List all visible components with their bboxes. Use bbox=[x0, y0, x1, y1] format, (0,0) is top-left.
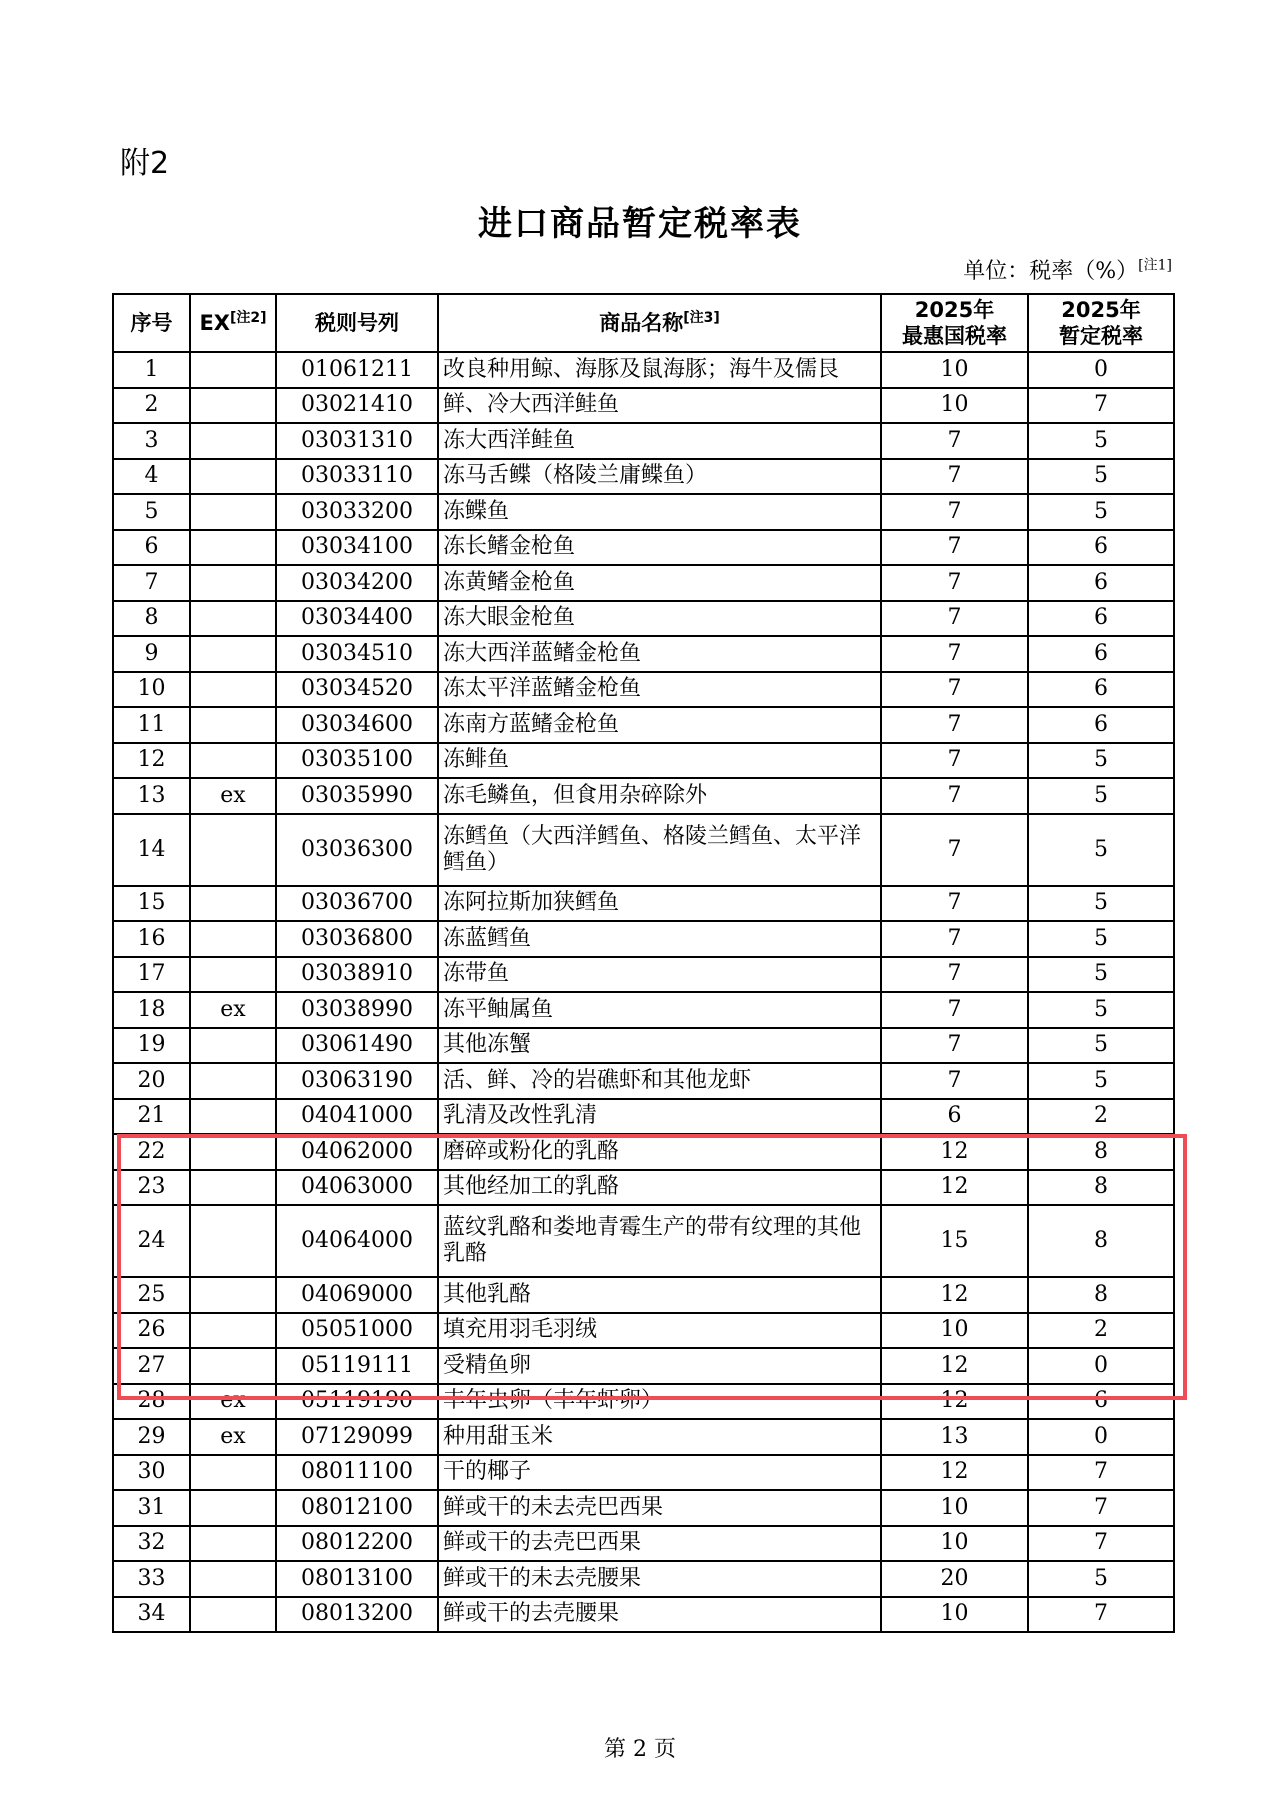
cell-seq: 18 bbox=[113, 992, 190, 1028]
cell-prov: 6 bbox=[1028, 565, 1174, 601]
cell-prov: 8 bbox=[1028, 1205, 1174, 1277]
cell-code: 03034600 bbox=[276, 707, 438, 743]
cell-name: 冻鲽鱼 bbox=[438, 494, 881, 530]
cell-mfn: 7 bbox=[881, 778, 1028, 814]
cell-name: 鲜或干的去壳巴西果 bbox=[438, 1526, 881, 1562]
cell-code: 04062000 bbox=[276, 1134, 438, 1170]
cell-seq: 34 bbox=[113, 1597, 190, 1633]
cell-ex bbox=[190, 1028, 276, 1064]
cell-prov: 5 bbox=[1028, 886, 1174, 922]
cell-mfn: 7 bbox=[881, 992, 1028, 1028]
cell-name: 冻南方蓝鳍金枪鱼 bbox=[438, 707, 881, 743]
cell-ex bbox=[190, 1134, 276, 1170]
cell-prov: 6 bbox=[1028, 530, 1174, 566]
cell-prov: 0 bbox=[1028, 1348, 1174, 1384]
cell-ex bbox=[190, 636, 276, 672]
table-row bbox=[113, 1028, 1174, 1064]
cell-mfn: 7 bbox=[881, 921, 1028, 957]
cell-code: 01061211 bbox=[276, 352, 438, 388]
cell-ex bbox=[190, 1099, 276, 1135]
cell-ex: ex bbox=[190, 778, 276, 814]
cell-seq: 30 bbox=[113, 1455, 190, 1491]
cell-ex bbox=[190, 886, 276, 922]
cell-seq: 20 bbox=[113, 1063, 190, 1099]
table-row bbox=[113, 957, 1174, 993]
header-name-label: 商品名称 bbox=[599, 311, 684, 335]
cell-code: 08012200 bbox=[276, 1526, 438, 1562]
cell-mfn: 7 bbox=[881, 459, 1028, 495]
cell-seq: 2 bbox=[113, 388, 190, 424]
cell-seq: 29 bbox=[113, 1419, 190, 1455]
cell-ex bbox=[190, 388, 276, 424]
cell-prov: 7 bbox=[1028, 1597, 1174, 1633]
cell-mfn: 7 bbox=[881, 743, 1028, 779]
page-number: 第 2 页 bbox=[604, 1737, 676, 1762]
header-row bbox=[113, 294, 1174, 352]
cell-ex: ex bbox=[190, 992, 276, 1028]
cell-prov: 6 bbox=[1028, 601, 1174, 637]
cell-name: 种用甜玉米 bbox=[438, 1419, 881, 1455]
cell-name: 干的椰子 bbox=[438, 1455, 881, 1491]
cell-mfn: 6 bbox=[881, 1099, 1028, 1135]
cell-mfn: 10 bbox=[881, 388, 1028, 424]
cell-prov: 8 bbox=[1028, 1170, 1174, 1206]
cell-seq: 31 bbox=[113, 1490, 190, 1526]
cell-seq: 22 bbox=[113, 1134, 190, 1170]
cell-name: 鲜或干的未去壳巴西果 bbox=[438, 1490, 881, 1526]
table-row bbox=[113, 1313, 1174, 1349]
cell-seq: 9 bbox=[113, 636, 190, 672]
cell-code: 03038910 bbox=[276, 957, 438, 993]
cell-prov: 6 bbox=[1028, 672, 1174, 708]
cell-mfn: 10 bbox=[881, 1313, 1028, 1349]
cell-mfn: 15 bbox=[881, 1205, 1028, 1277]
cell-code: 03034200 bbox=[276, 565, 438, 601]
cell-ex bbox=[190, 957, 276, 993]
cell-mfn: 10 bbox=[881, 1526, 1028, 1562]
cell-prov: 6 bbox=[1028, 1384, 1174, 1420]
cell-code: 03036300 bbox=[276, 814, 438, 886]
cell-code: 03034510 bbox=[276, 636, 438, 672]
cell-seq: 26 bbox=[113, 1313, 190, 1349]
cell-mfn: 13 bbox=[881, 1419, 1028, 1455]
cell-code: 08012100 bbox=[276, 1490, 438, 1526]
cell-seq: 17 bbox=[113, 957, 190, 993]
cell-code: 03033110 bbox=[276, 459, 438, 495]
cell-name: 受精鱼卵 bbox=[438, 1348, 881, 1384]
table-row bbox=[113, 992, 1174, 1028]
table-row bbox=[113, 352, 1174, 388]
cell-code: 03033200 bbox=[276, 494, 438, 530]
cell-mfn: 7 bbox=[881, 672, 1028, 708]
table-row bbox=[113, 1455, 1174, 1491]
cell-name: 丰年虫卵（丰年虾卵） bbox=[438, 1384, 881, 1420]
cell-mfn: 10 bbox=[881, 1597, 1028, 1633]
cell-ex bbox=[190, 1313, 276, 1349]
cell-ex bbox=[190, 565, 276, 601]
table-row bbox=[113, 388, 1174, 424]
cell-name: 鲜或干的未去壳腰果 bbox=[438, 1561, 881, 1597]
unit-note bbox=[963, 254, 1172, 285]
cell-code: 04069000 bbox=[276, 1277, 438, 1313]
cell-prov: 8 bbox=[1028, 1277, 1174, 1313]
cell-mfn: 7 bbox=[881, 636, 1028, 672]
cell-name: 冻鲱鱼 bbox=[438, 743, 881, 779]
table-row bbox=[113, 1170, 1174, 1206]
cell-name: 冻大西洋蓝鳍金枪鱼 bbox=[438, 636, 881, 672]
cell-code: 03031310 bbox=[276, 423, 438, 459]
cell-ex bbox=[190, 814, 276, 886]
cell-mfn: 12 bbox=[881, 1134, 1028, 1170]
cell-mfn: 7 bbox=[881, 886, 1028, 922]
cell-name: 冻带鱼 bbox=[438, 957, 881, 993]
cell-code: 03063190 bbox=[276, 1063, 438, 1099]
cell-seq: 1 bbox=[113, 352, 190, 388]
cell-seq: 32 bbox=[113, 1526, 190, 1562]
table-row bbox=[113, 1134, 1174, 1170]
cell-seq: 6 bbox=[113, 530, 190, 566]
cell-ex bbox=[190, 1455, 276, 1491]
cell-mfn: 7 bbox=[881, 1028, 1028, 1064]
cell-seq: 5 bbox=[113, 494, 190, 530]
cell-code: 03034400 bbox=[276, 601, 438, 637]
cell-seq: 3 bbox=[113, 423, 190, 459]
cell-name: 冻毛鳞鱼，但食用杂碎除外 bbox=[438, 778, 881, 814]
cell-seq: 23 bbox=[113, 1170, 190, 1206]
cell-mfn: 12 bbox=[881, 1170, 1028, 1206]
cell-name: 其他经加工的乳酪 bbox=[438, 1170, 881, 1206]
table-row bbox=[113, 1205, 1174, 1277]
cell-name: 磨碎或粉化的乳酪 bbox=[438, 1134, 881, 1170]
header-ex-label: EX bbox=[199, 311, 230, 335]
cell-prov: 6 bbox=[1028, 636, 1174, 672]
cell-ex bbox=[190, 707, 276, 743]
cell-mfn: 7 bbox=[881, 530, 1028, 566]
cell-ex bbox=[190, 743, 276, 779]
cell-seq: 12 bbox=[113, 743, 190, 779]
cell-seq: 11 bbox=[113, 707, 190, 743]
cell-code: 08011100 bbox=[276, 1455, 438, 1491]
cell-seq: 15 bbox=[113, 886, 190, 922]
table-body bbox=[113, 352, 1174, 1632]
cell-ex bbox=[190, 1170, 276, 1206]
unit-text: 单位：税率（%） bbox=[963, 259, 1139, 284]
table-row bbox=[113, 1348, 1174, 1384]
cell-ex bbox=[190, 1063, 276, 1099]
cell-name: 冻黄鳍金枪鱼 bbox=[438, 565, 881, 601]
header-prov-label: 暂定税率 bbox=[1059, 324, 1143, 348]
cell-code: 03034100 bbox=[276, 530, 438, 566]
cell-name: 冻平鲉属鱼 bbox=[438, 992, 881, 1028]
header-name bbox=[438, 294, 881, 352]
header-mfn bbox=[881, 294, 1028, 352]
cell-mfn: 7 bbox=[881, 814, 1028, 886]
cell-ex bbox=[190, 1597, 276, 1633]
unit-footnote: [注1] bbox=[1138, 257, 1172, 274]
cell-seq: 21 bbox=[113, 1099, 190, 1135]
annex-label: 附2 bbox=[120, 146, 170, 181]
cell-prov: 5 bbox=[1028, 1561, 1174, 1597]
table-row bbox=[113, 814, 1174, 886]
table-row bbox=[113, 459, 1174, 495]
table-row bbox=[113, 1277, 1174, 1313]
cell-seq: 10 bbox=[113, 672, 190, 708]
header-ex bbox=[190, 294, 276, 352]
cell-prov: 7 bbox=[1028, 388, 1174, 424]
cell-prov: 7 bbox=[1028, 1490, 1174, 1526]
cell-name: 冻大眼金枪鱼 bbox=[438, 601, 881, 637]
cell-mfn: 7 bbox=[881, 957, 1028, 993]
cell-ex bbox=[190, 459, 276, 495]
cell-code: 04064000 bbox=[276, 1205, 438, 1277]
cell-ex bbox=[190, 1526, 276, 1562]
table-row bbox=[113, 530, 1174, 566]
table-row bbox=[113, 743, 1174, 779]
cell-prov: 5 bbox=[1028, 778, 1174, 814]
table-row bbox=[113, 601, 1174, 637]
cell-name: 冻蓝鳕鱼 bbox=[438, 921, 881, 957]
cell-ex bbox=[190, 1205, 276, 1277]
table-row bbox=[113, 636, 1174, 672]
cell-ex bbox=[190, 672, 276, 708]
table-row bbox=[113, 707, 1174, 743]
cell-name: 其他冻蟹 bbox=[438, 1028, 881, 1064]
cell-prov: 0 bbox=[1028, 352, 1174, 388]
cell-seq: 7 bbox=[113, 565, 190, 601]
cell-name: 活、鲜、冷的岩礁虾和其他龙虾 bbox=[438, 1063, 881, 1099]
cell-prov: 6 bbox=[1028, 707, 1174, 743]
cell-ex bbox=[190, 1277, 276, 1313]
cell-code: 03035100 bbox=[276, 743, 438, 779]
tariff-table bbox=[112, 293, 1175, 1633]
cell-mfn: 7 bbox=[881, 707, 1028, 743]
cell-prov: 5 bbox=[1028, 423, 1174, 459]
header-seq: 序号 bbox=[113, 294, 190, 352]
cell-code: 03061490 bbox=[276, 1028, 438, 1064]
page-title: 进口商品暂定税率表 bbox=[478, 204, 802, 244]
cell-prov: 5 bbox=[1028, 459, 1174, 495]
header-prov bbox=[1028, 294, 1174, 352]
cell-prov: 5 bbox=[1028, 992, 1174, 1028]
cell-seq: 16 bbox=[113, 921, 190, 957]
cell-mfn: 7 bbox=[881, 601, 1028, 637]
table-row bbox=[113, 672, 1174, 708]
cell-prov: 5 bbox=[1028, 957, 1174, 993]
cell-code: 07129099 bbox=[276, 1419, 438, 1455]
cell-code: 03036700 bbox=[276, 886, 438, 922]
cell-ex bbox=[190, 1348, 276, 1384]
cell-code: 05051000 bbox=[276, 1313, 438, 1349]
cell-code: 05119190 bbox=[276, 1384, 438, 1420]
header-mfn-label: 最惠国税率 bbox=[902, 324, 1007, 348]
header-prov-year: 2025年 bbox=[1061, 298, 1141, 322]
cell-prov: 5 bbox=[1028, 1063, 1174, 1099]
cell-ex bbox=[190, 530, 276, 566]
cell-name: 其他乳酪 bbox=[438, 1277, 881, 1313]
cell-mfn: 12 bbox=[881, 1455, 1028, 1491]
cell-mfn: 7 bbox=[881, 565, 1028, 601]
cell-prov: 7 bbox=[1028, 1455, 1174, 1491]
header-ex-footnote: [注2] bbox=[230, 310, 267, 326]
table-row bbox=[113, 1526, 1174, 1562]
header-code: 税则号列 bbox=[276, 294, 438, 352]
cell-code: 04041000 bbox=[276, 1099, 438, 1135]
cell-mfn: 7 bbox=[881, 423, 1028, 459]
cell-name: 鲜或干的去壳腰果 bbox=[438, 1597, 881, 1633]
cell-ex: ex bbox=[190, 1419, 276, 1455]
cell-name: 冻马舌鲽（格陵兰庸鲽鱼） bbox=[438, 459, 881, 495]
cell-code: 03036800 bbox=[276, 921, 438, 957]
cell-prov: 5 bbox=[1028, 743, 1174, 779]
cell-mfn: 7 bbox=[881, 1063, 1028, 1099]
cell-name: 冻阿拉斯加狭鳕鱼 bbox=[438, 886, 881, 922]
cell-code: 03034520 bbox=[276, 672, 438, 708]
cell-prov: 5 bbox=[1028, 494, 1174, 530]
cell-seq: 14 bbox=[113, 814, 190, 886]
cell-name: 冻大西洋鲑鱼 bbox=[438, 423, 881, 459]
cell-ex bbox=[190, 921, 276, 957]
table-row bbox=[113, 886, 1174, 922]
table-row bbox=[113, 1063, 1174, 1099]
cell-ex bbox=[190, 423, 276, 459]
cell-prov: 5 bbox=[1028, 1028, 1174, 1064]
cell-seq: 8 bbox=[113, 601, 190, 637]
table-row bbox=[113, 1490, 1174, 1526]
cell-ex bbox=[190, 494, 276, 530]
cell-seq: 24 bbox=[113, 1205, 190, 1277]
cell-name: 冻太平洋蓝鳍金枪鱼 bbox=[438, 672, 881, 708]
table-row bbox=[113, 565, 1174, 601]
cell-mfn: 12 bbox=[881, 1348, 1028, 1384]
cell-code: 08013100 bbox=[276, 1561, 438, 1597]
table-row bbox=[113, 921, 1174, 957]
cell-prov: 5 bbox=[1028, 814, 1174, 886]
cell-seq: 19 bbox=[113, 1028, 190, 1064]
cell-prov: 5 bbox=[1028, 921, 1174, 957]
cell-code: 03038990 bbox=[276, 992, 438, 1028]
cell-ex bbox=[190, 601, 276, 637]
table-row bbox=[113, 1419, 1174, 1455]
cell-prov: 7 bbox=[1028, 1526, 1174, 1562]
cell-name: 冻鳕鱼（大西洋鳕鱼、格陵兰鳕鱼、太平洋鳕鱼） bbox=[438, 814, 881, 886]
table-row bbox=[113, 423, 1174, 459]
cell-ex bbox=[190, 1561, 276, 1597]
cell-code: 08013200 bbox=[276, 1597, 438, 1633]
header-mfn-year: 2025年 bbox=[914, 298, 995, 322]
cell-seq: 33 bbox=[113, 1561, 190, 1597]
cell-name: 鲜、冷大西洋鲑鱼 bbox=[438, 388, 881, 424]
cell-seq: 4 bbox=[113, 459, 190, 495]
table-row bbox=[113, 1099, 1174, 1135]
table-row bbox=[113, 1384, 1174, 1420]
cell-mfn: 12 bbox=[881, 1277, 1028, 1313]
cell-mfn: 12 bbox=[881, 1384, 1028, 1420]
table-row bbox=[113, 1561, 1174, 1597]
cell-mfn: 10 bbox=[881, 352, 1028, 388]
cell-name: 乳清及改性乳清 bbox=[438, 1099, 881, 1135]
cell-seq: 25 bbox=[113, 1277, 190, 1313]
cell-code: 05119111 bbox=[276, 1348, 438, 1384]
cell-prov: 8 bbox=[1028, 1134, 1174, 1170]
cell-name: 冻长鳍金枪鱼 bbox=[438, 530, 881, 566]
cell-ex: ex bbox=[190, 1384, 276, 1420]
table-row bbox=[113, 494, 1174, 530]
cell-ex bbox=[190, 1490, 276, 1526]
table-row bbox=[113, 778, 1174, 814]
cell-ex bbox=[190, 352, 276, 388]
cell-seq: 27 bbox=[113, 1348, 190, 1384]
cell-name: 蓝纹乳酪和娄地青霉生产的带有纹理的其他乳酪 bbox=[438, 1205, 881, 1277]
cell-code: 03021410 bbox=[276, 388, 438, 424]
cell-mfn: 7 bbox=[881, 494, 1028, 530]
cell-code: 03035990 bbox=[276, 778, 438, 814]
table-row bbox=[113, 1597, 1174, 1633]
header-name-footnote: [注3] bbox=[683, 310, 720, 326]
cell-prov: 0 bbox=[1028, 1419, 1174, 1455]
cell-seq: 13 bbox=[113, 778, 190, 814]
cell-name: 改良种用鲸、海豚及鼠海豚；海牛及儒艮 bbox=[438, 352, 881, 388]
cell-code: 04063000 bbox=[276, 1170, 438, 1206]
cell-mfn: 10 bbox=[881, 1490, 1028, 1526]
cell-prov: 2 bbox=[1028, 1099, 1174, 1135]
cell-mfn: 20 bbox=[881, 1561, 1028, 1597]
cell-prov: 2 bbox=[1028, 1313, 1174, 1349]
cell-seq: 28 bbox=[113, 1384, 190, 1420]
cell-name: 填充用羽毛羽绒 bbox=[438, 1313, 881, 1349]
